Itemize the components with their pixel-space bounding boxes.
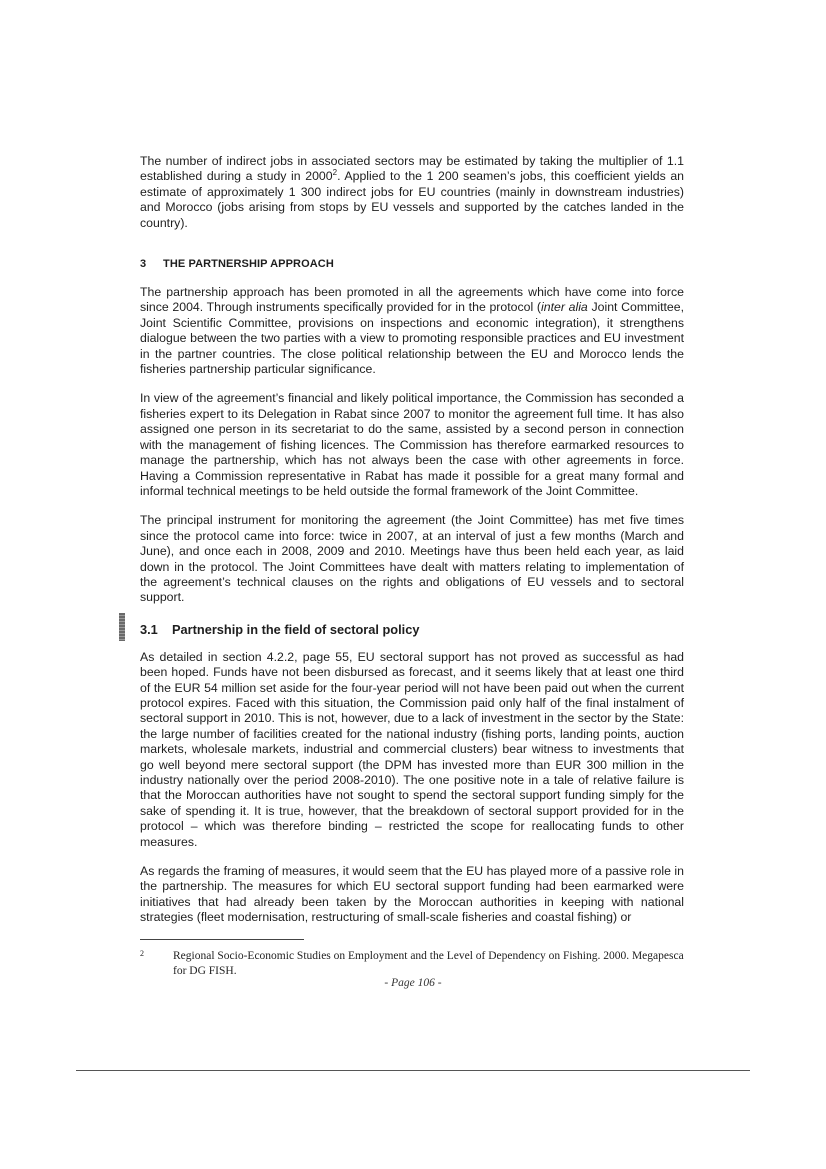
text-run: . Applied to the 1 200 seamen’s jobs, this coefficient yields an estimate of approximately 1 300 indirect jobs for EU countries (mainly in downstream industries) and Morocco (jobs arising from stops by EU vessels and supported by the catches landed in the country). (140, 169, 685, 230)
section-number: 3 (140, 258, 147, 271)
page-number: - Page 106 - (384, 977, 442, 989)
italic-text: inter alia (541, 300, 588, 315)
page-body (140, 154, 684, 926)
paragraph-sectoral-support: As detailed in section 4.2.2, page 55, EU sectoral support has not proved as successful as had been hoped. Funds have not been disbursed as forecast, and it seems likely that at least one third of the EUR 54 million set aside for the four-year period will not have been paid out when the current protocol expires. Faced with this situation, the Commission paid only half of the final instalment of sectoral support in 2010. This is not, however, due to a lack of investment in the sector by the State: the large number of facilities created for the national industry (fishing ports, landing points, auction markets, wholesale markets, industrial and commercial clusters) bear witness to investments that go well beyond mere sectoral support (the DPM has invested more than EUR 300 million in the industry nationally over the period 2008-2010). The one positive note in a tale of relative failure is that the Moroccan authorities have not sought to spend the sectoral support funding simply for the sake of spending it. It is true, however, that the breakdown of sectoral support provided for in the protocol – which was therefore binding – restricted the scope for reallocating funds to other measures. (140, 649, 684, 849)
footnote-mark: 2 (140, 949, 144, 958)
section-heading-3-1 (140, 622, 684, 638)
text-run: The partnership approach has been promoted in all the agreements which have come into force since 2004. Through instruments specifically provided for in the protocol ( (140, 285, 684, 315)
bottom-divider (76, 1070, 750, 1071)
footnote-separator (140, 939, 304, 940)
text-run: The number of indirect jobs in associated sectors may be estimated by taking the multiplier of 1.1 established during a study in 2000 (140, 154, 684, 184)
footnote-reference[interactable]: 2 (332, 168, 338, 178)
paragraph-indirect-jobs (140, 154, 684, 231)
text-run: Joint Committee, Joint Scientific Committee, provisions on inspections and economic integration), it strengthens dialogue between the two parties with a view to promoting responsible practices and EU investment in the partner countries. The close political relationship between the EU and Morocco lends the fisheries partnership particular significance. (140, 300, 685, 377)
section-title: THE PARTNERSHIP APPROACH (163, 258, 334, 271)
section-number: 3.1 (140, 621, 158, 637)
paragraph-framing-measures: As regards the framing of measures, it would seem that the EU has played more of a passive role in the partnership. The measures for which EU sectoral support funding had been earmarked were initiatives that had already been taken by the Moroccan authorities in keeping with national strategies (fleet modernisation, restructuring of small-scale fisheries and coastal fishing) or (140, 864, 684, 925)
revision-bar (119, 613, 125, 641)
section-title: Partnership in the field of sectoral policy (172, 621, 420, 637)
paragraph-commission-expert: In view of the agreement’s financial and likely political importance, the Commission has seconded a fisheries expert to its Delegation in Rabat since 2007 to monitor the agreement full time. It has also assigned one person in its secretariat to do the same, assisted by a second person in connection with the management of fishing licences. The Commission has therefore earmarked resources to manage the partnership, which has not always been the case with other agreements in force. Having a Commission representative in Rabat has made it possible for a great many formal and informal technical meetings to be held outside the formal framework of the Joint Committee. (140, 391, 684, 498)
footnote-text: Regional Socio-Economic Studies on Employment and the Level of Dependency on Fishing. 2000. Megapesca for DG FISH. (173, 950, 684, 977)
section-heading-3 (140, 257, 684, 271)
paragraph-partnership-intro (140, 285, 684, 377)
footnote (140, 949, 700, 979)
paragraph-joint-committee: The principal instrument for monitoring the agreement (the Joint Committee) has met five times since the protocol came into force: twice in 2007, at an interval of just a few months (March and June), and once each in 2008, 2009 and 2010. Meetings have thus been held each year, as laid down in the protocol. The Joint Committees have dealt with matters relating to implementation of the agreement’s technical clauses on the rights and obligations of EU vessels and to sectoral support. (140, 513, 684, 605)
